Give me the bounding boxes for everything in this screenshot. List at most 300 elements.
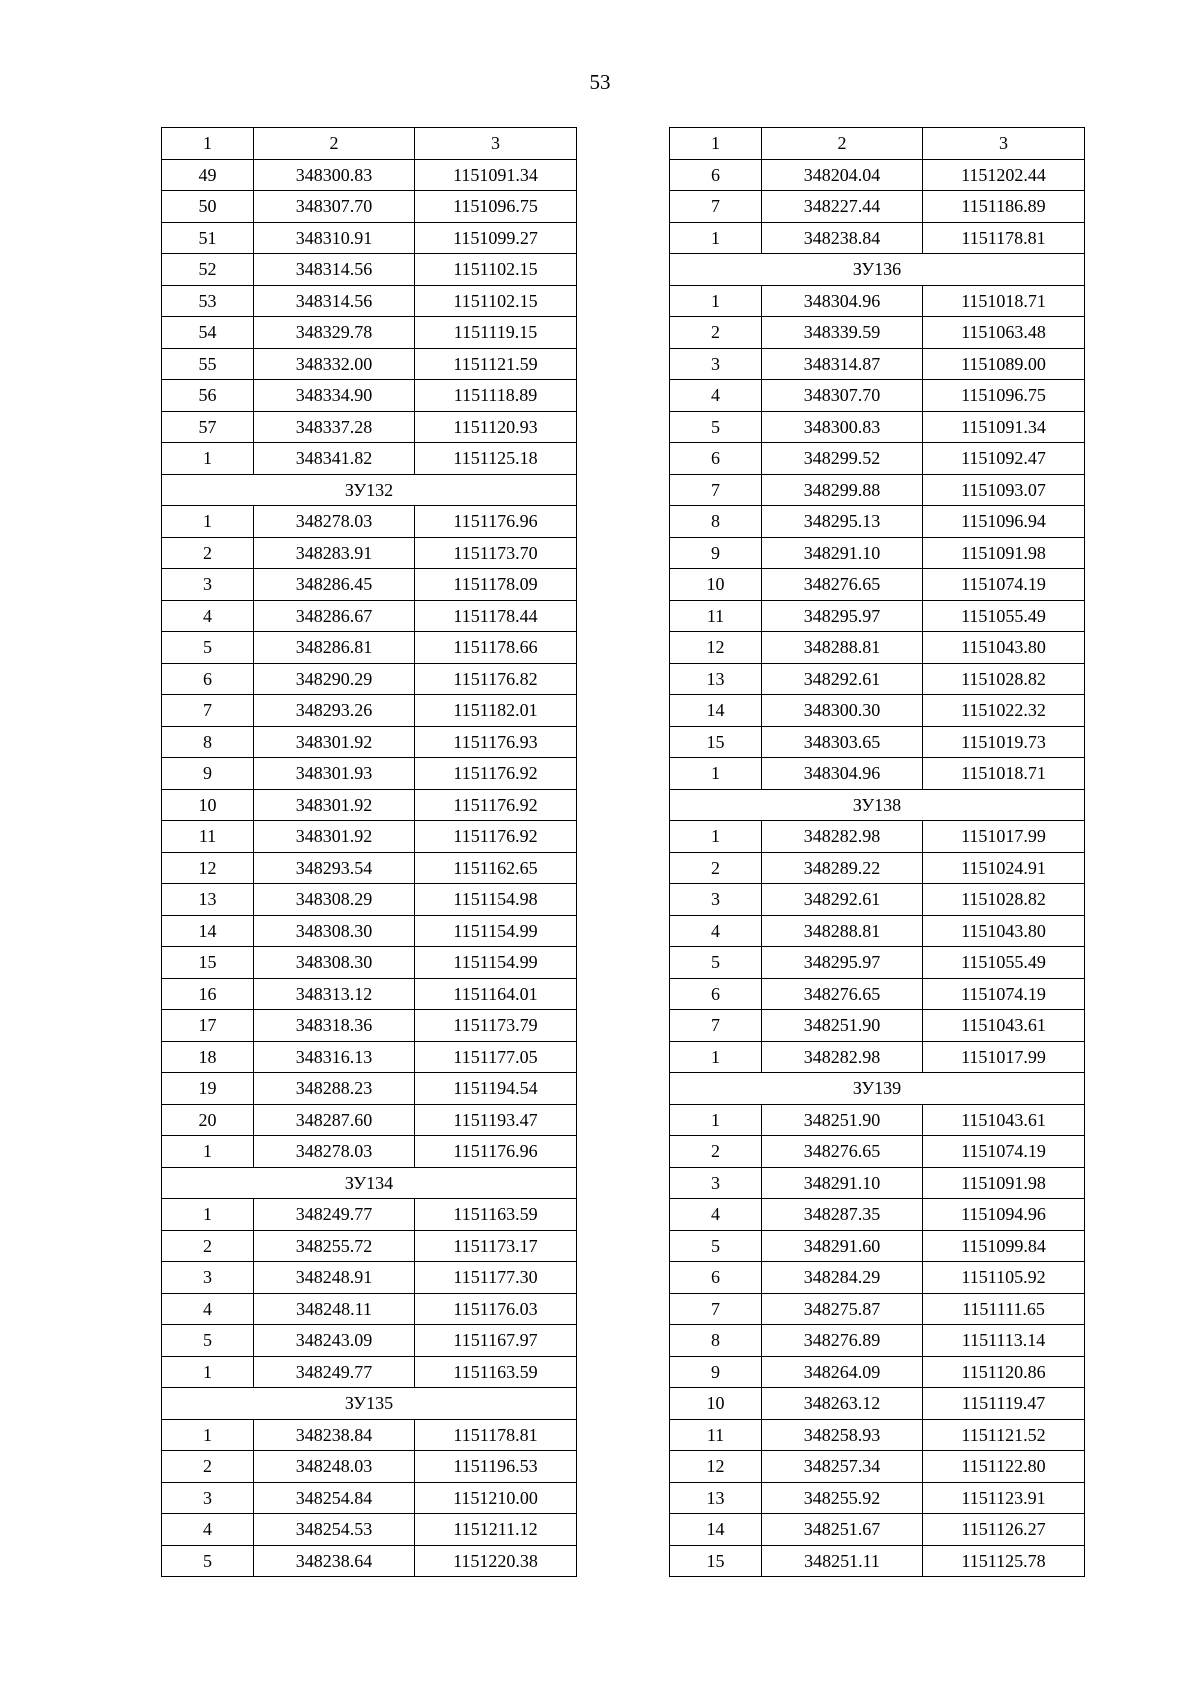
y-coordinate-cell: 1151182.01 xyxy=(415,695,577,727)
table-row xyxy=(162,1199,577,1231)
x-coordinate-cell: 348341.82 xyxy=(254,443,415,475)
table-row xyxy=(162,1010,577,1042)
point-number-cell: 4 xyxy=(162,1514,254,1546)
point-number-cell: 4 xyxy=(162,1293,254,1325)
table-row xyxy=(162,758,577,790)
table-row xyxy=(670,821,1085,853)
x-coordinate-cell: 348276.65 xyxy=(762,569,923,601)
point-number-cell: 10 xyxy=(162,789,254,821)
y-coordinate-cell: 1151178.44 xyxy=(415,600,577,632)
table-row xyxy=(162,915,577,947)
table-row xyxy=(162,947,577,979)
y-coordinate-cell: 1151089.00 xyxy=(923,348,1085,380)
y-coordinate-cell: 1151119.47 xyxy=(923,1388,1085,1420)
y-coordinate-cell: 1151017.99 xyxy=(923,821,1085,853)
y-coordinate-cell: 1151162.65 xyxy=(415,852,577,884)
y-coordinate-cell: 1151094.96 xyxy=(923,1199,1085,1231)
y-coordinate-cell: 1151154.99 xyxy=(415,915,577,947)
point-number-cell: 6 xyxy=(670,159,762,191)
point-number-cell: 10 xyxy=(670,569,762,601)
point-number-cell: 9 xyxy=(162,758,254,790)
y-coordinate-cell: 1151119.15 xyxy=(415,317,577,349)
point-number-cell: 11 xyxy=(670,600,762,632)
table-row xyxy=(162,1451,577,1483)
y-coordinate-cell: 1151091.98 xyxy=(923,537,1085,569)
y-coordinate-cell: 1151220.38 xyxy=(415,1545,577,1577)
column-header: 3 xyxy=(923,128,1085,160)
y-coordinate-cell: 1151055.49 xyxy=(923,947,1085,979)
section-row xyxy=(670,254,1085,286)
table-row xyxy=(670,1167,1085,1199)
table-row xyxy=(162,1230,577,1262)
point-number-cell: 12 xyxy=(670,1451,762,1483)
x-coordinate-cell: 348282.98 xyxy=(762,1041,923,1073)
point-number-cell: 1 xyxy=(670,1104,762,1136)
table-row xyxy=(670,380,1085,412)
y-coordinate-cell: 1151176.03 xyxy=(415,1293,577,1325)
table-row xyxy=(162,852,577,884)
table-row xyxy=(162,506,577,538)
point-number-cell: 1 xyxy=(670,758,762,790)
table-row xyxy=(670,1041,1085,1073)
point-number-cell: 13 xyxy=(670,1482,762,1514)
table-row xyxy=(670,222,1085,254)
y-coordinate-cell: 1151093.07 xyxy=(923,474,1085,506)
point-number-cell: 16 xyxy=(162,978,254,1010)
table-row xyxy=(162,569,577,601)
y-coordinate-cell: 1151167.97 xyxy=(415,1325,577,1357)
table-row xyxy=(670,506,1085,538)
table-row xyxy=(670,1136,1085,1168)
table-row xyxy=(162,1545,577,1577)
y-coordinate-cell: 1151018.71 xyxy=(923,758,1085,790)
y-coordinate-cell: 1151024.91 xyxy=(923,852,1085,884)
section-title: ЗУ135 xyxy=(162,1388,577,1420)
point-number-cell: 3 xyxy=(162,1262,254,1294)
table-row xyxy=(670,978,1085,1010)
x-coordinate-cell: 348254.53 xyxy=(254,1514,415,1546)
x-coordinate-cell: 348287.35 xyxy=(762,1199,923,1231)
point-number-cell: 55 xyxy=(162,348,254,380)
table-row xyxy=(162,978,577,1010)
point-number-cell: 2 xyxy=(670,317,762,349)
point-number-cell: 5 xyxy=(162,1545,254,1577)
y-coordinate-cell: 1151092.47 xyxy=(923,443,1085,475)
y-coordinate-cell: 1151091.34 xyxy=(415,159,577,191)
y-coordinate-cell: 1151177.05 xyxy=(415,1041,577,1073)
y-coordinate-cell: 1151178.66 xyxy=(415,632,577,664)
table-row xyxy=(670,1451,1085,1483)
x-coordinate-cell: 348238.84 xyxy=(254,1419,415,1451)
point-number-cell: 4 xyxy=(162,600,254,632)
y-coordinate-cell: 1151125.78 xyxy=(923,1545,1085,1577)
y-coordinate-cell: 1151113.14 xyxy=(923,1325,1085,1357)
x-coordinate-cell: 348276.89 xyxy=(762,1325,923,1357)
x-coordinate-cell: 348314.87 xyxy=(762,348,923,380)
x-coordinate-cell: 348287.60 xyxy=(254,1104,415,1136)
y-coordinate-cell: 1151123.91 xyxy=(923,1482,1085,1514)
table-row xyxy=(670,1293,1085,1325)
x-coordinate-cell: 348301.93 xyxy=(254,758,415,790)
table-row xyxy=(162,159,577,191)
point-number-cell: 5 xyxy=(670,411,762,443)
y-coordinate-cell: 1151173.70 xyxy=(415,537,577,569)
point-number-cell: 13 xyxy=(670,663,762,695)
point-number-cell: 5 xyxy=(670,947,762,979)
y-coordinate-cell: 1151194.54 xyxy=(415,1073,577,1105)
y-coordinate-cell: 1151096.75 xyxy=(923,380,1085,412)
section-title: ЗУ138 xyxy=(670,789,1085,821)
y-coordinate-cell: 1151043.80 xyxy=(923,915,1085,947)
y-coordinate-cell: 1151096.75 xyxy=(415,191,577,223)
table-row xyxy=(162,1356,577,1388)
point-number-cell: 1 xyxy=(670,1041,762,1073)
x-coordinate-cell: 348308.30 xyxy=(254,915,415,947)
point-number-cell: 3 xyxy=(162,569,254,601)
x-coordinate-cell: 348316.13 xyxy=(254,1041,415,1073)
section-row xyxy=(670,789,1085,821)
point-number-cell: 2 xyxy=(162,1230,254,1262)
x-coordinate-cell: 348276.65 xyxy=(762,1136,923,1168)
point-number-cell: 1 xyxy=(162,506,254,538)
x-coordinate-cell: 348301.92 xyxy=(254,726,415,758)
x-coordinate-cell: 348300.83 xyxy=(254,159,415,191)
table-row xyxy=(670,1419,1085,1451)
point-number-cell: 1 xyxy=(162,1356,254,1388)
y-coordinate-cell: 1151196.53 xyxy=(415,1451,577,1483)
table-row xyxy=(162,411,577,443)
y-coordinate-cell: 1151202.44 xyxy=(923,159,1085,191)
y-coordinate-cell: 1151186.89 xyxy=(923,191,1085,223)
point-number-cell: 1 xyxy=(162,1136,254,1168)
y-coordinate-cell: 1151176.92 xyxy=(415,758,577,790)
table-row xyxy=(162,821,577,853)
table-row xyxy=(162,380,577,412)
y-coordinate-cell: 1151178.09 xyxy=(415,569,577,601)
x-coordinate-cell: 348289.22 xyxy=(762,852,923,884)
x-coordinate-cell: 348292.61 xyxy=(762,663,923,695)
section-row xyxy=(162,1167,577,1199)
table-row xyxy=(670,348,1085,380)
x-coordinate-cell: 348291.60 xyxy=(762,1230,923,1262)
x-coordinate-cell: 348251.11 xyxy=(762,1545,923,1577)
point-number-cell: 56 xyxy=(162,380,254,412)
table-row xyxy=(670,1010,1085,1042)
y-coordinate-cell: 1151163.59 xyxy=(415,1356,577,1388)
table-row xyxy=(162,1104,577,1136)
table-row xyxy=(670,1482,1085,1514)
section-title: ЗУ139 xyxy=(670,1073,1085,1105)
x-coordinate-cell: 348318.36 xyxy=(254,1010,415,1042)
point-number-cell: 6 xyxy=(670,443,762,475)
x-coordinate-cell: 348255.72 xyxy=(254,1230,415,1262)
point-number-cell: 3 xyxy=(670,1167,762,1199)
y-coordinate-cell: 1151154.99 xyxy=(415,947,577,979)
table-row xyxy=(670,1356,1085,1388)
y-coordinate-cell: 1151074.19 xyxy=(923,569,1085,601)
y-coordinate-cell: 1151105.92 xyxy=(923,1262,1085,1294)
x-coordinate-cell: 348288.23 xyxy=(254,1073,415,1105)
x-coordinate-cell: 348299.88 xyxy=(762,474,923,506)
y-coordinate-cell: 1151043.80 xyxy=(923,632,1085,664)
point-number-cell: 14 xyxy=(670,695,762,727)
point-number-cell: 20 xyxy=(162,1104,254,1136)
table-row xyxy=(162,317,577,349)
point-number-cell: 14 xyxy=(670,1514,762,1546)
point-number-cell: 11 xyxy=(162,821,254,853)
point-number-cell: 12 xyxy=(162,852,254,884)
x-coordinate-cell: 348278.03 xyxy=(254,1136,415,1168)
x-coordinate-cell: 348300.83 xyxy=(762,411,923,443)
section-title: ЗУ136 xyxy=(670,254,1085,286)
table-row xyxy=(670,443,1085,475)
table-row xyxy=(670,474,1085,506)
table-row xyxy=(162,1136,577,1168)
table-row xyxy=(162,348,577,380)
y-coordinate-cell: 1151096.94 xyxy=(923,506,1085,538)
point-number-cell: 8 xyxy=(670,506,762,538)
x-coordinate-cell: 348310.91 xyxy=(254,222,415,254)
point-number-cell: 7 xyxy=(670,191,762,223)
point-number-cell: 54 xyxy=(162,317,254,349)
x-coordinate-cell: 348276.65 xyxy=(762,978,923,1010)
section-row xyxy=(670,1073,1085,1105)
x-coordinate-cell: 348307.70 xyxy=(254,191,415,223)
y-coordinate-cell: 1151102.15 xyxy=(415,285,577,317)
x-coordinate-cell: 348295.97 xyxy=(762,600,923,632)
point-number-cell: 51 xyxy=(162,222,254,254)
x-coordinate-cell: 348288.81 xyxy=(762,915,923,947)
point-number-cell: 49 xyxy=(162,159,254,191)
table-row xyxy=(670,317,1085,349)
y-coordinate-cell: 1151176.93 xyxy=(415,726,577,758)
y-coordinate-cell: 1151043.61 xyxy=(923,1010,1085,1042)
y-coordinate-cell: 1151122.80 xyxy=(923,1451,1085,1483)
point-number-cell: 4 xyxy=(670,380,762,412)
table-row xyxy=(670,1199,1085,1231)
table-row xyxy=(162,695,577,727)
x-coordinate-cell: 348293.26 xyxy=(254,695,415,727)
x-coordinate-cell: 348295.13 xyxy=(762,506,923,538)
column-header: 2 xyxy=(762,128,923,160)
table-row xyxy=(162,191,577,223)
x-coordinate-cell: 348284.29 xyxy=(762,1262,923,1294)
x-coordinate-cell: 348275.87 xyxy=(762,1293,923,1325)
x-coordinate-cell: 348257.34 xyxy=(762,1451,923,1483)
table-row xyxy=(162,1514,577,1546)
y-coordinate-cell: 1151028.82 xyxy=(923,663,1085,695)
y-coordinate-cell: 1151176.82 xyxy=(415,663,577,695)
x-coordinate-cell: 348278.03 xyxy=(254,506,415,538)
x-coordinate-cell: 348204.04 xyxy=(762,159,923,191)
x-coordinate-cell: 348290.29 xyxy=(254,663,415,695)
table-row xyxy=(162,1293,577,1325)
table-row xyxy=(670,1104,1085,1136)
point-number-cell: 2 xyxy=(670,852,762,884)
x-coordinate-cell: 348304.96 xyxy=(762,285,923,317)
x-coordinate-cell: 348295.97 xyxy=(762,947,923,979)
table-row xyxy=(162,443,577,475)
x-coordinate-cell: 348301.92 xyxy=(254,821,415,853)
x-coordinate-cell: 348283.91 xyxy=(254,537,415,569)
point-number-cell: 7 xyxy=(162,695,254,727)
section-title: ЗУ134 xyxy=(162,1167,577,1199)
y-coordinate-cell: 1151176.96 xyxy=(415,506,577,538)
table-row xyxy=(670,1262,1085,1294)
table-row xyxy=(162,537,577,569)
y-coordinate-cell: 1151178.81 xyxy=(415,1419,577,1451)
point-number-cell: 11 xyxy=(670,1419,762,1451)
table-row xyxy=(670,285,1085,317)
y-coordinate-cell: 1151120.93 xyxy=(415,411,577,443)
x-coordinate-cell: 348314.56 xyxy=(254,285,415,317)
point-number-cell: 7 xyxy=(670,1010,762,1042)
y-coordinate-cell: 1151055.49 xyxy=(923,600,1085,632)
y-coordinate-cell: 1151178.81 xyxy=(923,222,1085,254)
point-number-cell: 53 xyxy=(162,285,254,317)
point-number-cell: 7 xyxy=(670,474,762,506)
point-number-cell: 2 xyxy=(670,1136,762,1168)
x-coordinate-cell: 348248.91 xyxy=(254,1262,415,1294)
x-coordinate-cell: 348282.98 xyxy=(762,821,923,853)
point-number-cell: 15 xyxy=(670,1545,762,1577)
x-coordinate-cell: 348308.29 xyxy=(254,884,415,916)
y-coordinate-cell: 1151099.84 xyxy=(923,1230,1085,1262)
y-coordinate-cell: 1151019.73 xyxy=(923,726,1085,758)
table-header-row xyxy=(162,128,577,160)
x-coordinate-cell: 348251.90 xyxy=(762,1104,923,1136)
y-coordinate-cell: 1151121.52 xyxy=(923,1419,1085,1451)
y-coordinate-cell: 1151118.89 xyxy=(415,380,577,412)
table-row xyxy=(162,884,577,916)
y-coordinate-cell: 1151017.99 xyxy=(923,1041,1085,1073)
point-number-cell: 5 xyxy=(670,1230,762,1262)
point-number-cell: 2 xyxy=(162,537,254,569)
y-coordinate-cell: 1151074.19 xyxy=(923,1136,1085,1168)
x-coordinate-cell: 348303.65 xyxy=(762,726,923,758)
x-coordinate-cell: 348291.10 xyxy=(762,537,923,569)
table-row xyxy=(670,411,1085,443)
coordinates-table-left xyxy=(161,127,577,1577)
table-row xyxy=(162,789,577,821)
point-number-cell: 1 xyxy=(162,443,254,475)
y-coordinate-cell: 1151193.47 xyxy=(415,1104,577,1136)
y-coordinate-cell: 1151176.92 xyxy=(415,789,577,821)
table-row xyxy=(670,191,1085,223)
y-coordinate-cell: 1151018.71 xyxy=(923,285,1085,317)
x-coordinate-cell: 348314.56 xyxy=(254,254,415,286)
table-row xyxy=(162,254,577,286)
x-coordinate-cell: 348251.67 xyxy=(762,1514,923,1546)
x-coordinate-cell: 348286.45 xyxy=(254,569,415,601)
y-coordinate-cell: 1151164.01 xyxy=(415,978,577,1010)
table-row xyxy=(670,884,1085,916)
x-coordinate-cell: 348248.03 xyxy=(254,1451,415,1483)
x-coordinate-cell: 348292.61 xyxy=(762,884,923,916)
point-number-cell: 19 xyxy=(162,1073,254,1105)
y-coordinate-cell: 1151173.79 xyxy=(415,1010,577,1042)
x-coordinate-cell: 348263.12 xyxy=(762,1388,923,1420)
x-coordinate-cell: 348293.54 xyxy=(254,852,415,884)
point-number-cell: 18 xyxy=(162,1041,254,1073)
x-coordinate-cell: 348249.77 xyxy=(254,1356,415,1388)
x-coordinate-cell: 348329.78 xyxy=(254,317,415,349)
point-number-cell: 1 xyxy=(162,1199,254,1231)
y-coordinate-cell: 1151074.19 xyxy=(923,978,1085,1010)
point-number-cell: 3 xyxy=(162,1482,254,1514)
table-row xyxy=(670,947,1085,979)
point-number-cell: 10 xyxy=(670,1388,762,1420)
table-row xyxy=(670,695,1085,727)
y-coordinate-cell: 1151163.59 xyxy=(415,1199,577,1231)
table-row xyxy=(162,1482,577,1514)
table-row xyxy=(162,1325,577,1357)
point-number-cell: 1 xyxy=(670,821,762,853)
x-coordinate-cell: 348286.67 xyxy=(254,600,415,632)
x-coordinate-cell: 348254.84 xyxy=(254,1482,415,1514)
section-row xyxy=(162,474,577,506)
y-coordinate-cell: 1151102.15 xyxy=(415,254,577,286)
y-coordinate-cell: 1151099.27 xyxy=(415,222,577,254)
point-number-cell: 15 xyxy=(670,726,762,758)
table-row xyxy=(670,758,1085,790)
y-coordinate-cell: 1151173.17 xyxy=(415,1230,577,1262)
point-number-cell: 50 xyxy=(162,191,254,223)
table-row xyxy=(162,632,577,664)
table-row xyxy=(162,1073,577,1105)
x-coordinate-cell: 348258.93 xyxy=(762,1419,923,1451)
y-coordinate-cell: 1151028.82 xyxy=(923,884,1085,916)
point-number-cell: 12 xyxy=(670,632,762,664)
x-coordinate-cell: 348300.30 xyxy=(762,695,923,727)
y-coordinate-cell: 1151043.61 xyxy=(923,1104,1085,1136)
table-row xyxy=(670,537,1085,569)
point-number-cell: 13 xyxy=(162,884,254,916)
point-number-cell: 5 xyxy=(162,632,254,664)
x-coordinate-cell: 348227.44 xyxy=(762,191,923,223)
point-number-cell: 4 xyxy=(670,915,762,947)
coordinates-table-right xyxy=(669,127,1085,1577)
point-number-cell: 8 xyxy=(162,726,254,758)
column-header: 2 xyxy=(254,128,415,160)
column-header: 3 xyxy=(415,128,577,160)
x-coordinate-cell: 348291.10 xyxy=(762,1167,923,1199)
x-coordinate-cell: 348264.09 xyxy=(762,1356,923,1388)
x-coordinate-cell: 348334.90 xyxy=(254,380,415,412)
y-coordinate-cell: 1151126.27 xyxy=(923,1514,1085,1546)
table-row xyxy=(162,222,577,254)
point-number-cell: 14 xyxy=(162,915,254,947)
x-coordinate-cell: 348337.28 xyxy=(254,411,415,443)
y-coordinate-cell: 1151176.96 xyxy=(415,1136,577,1168)
y-coordinate-cell: 1151210.00 xyxy=(415,1482,577,1514)
point-number-cell: 4 xyxy=(670,1199,762,1231)
table-row xyxy=(162,1262,577,1294)
y-coordinate-cell: 1151211.12 xyxy=(415,1514,577,1546)
point-number-cell: 57 xyxy=(162,411,254,443)
point-number-cell: 1 xyxy=(162,1419,254,1451)
table-row xyxy=(670,632,1085,664)
table-row xyxy=(670,1545,1085,1577)
point-number-cell: 5 xyxy=(162,1325,254,1357)
point-number-cell: 1 xyxy=(670,285,762,317)
y-coordinate-cell: 1151063.48 xyxy=(923,317,1085,349)
table-row xyxy=(670,1230,1085,1262)
table-row xyxy=(670,852,1085,884)
point-number-cell: 8 xyxy=(670,1325,762,1357)
x-coordinate-cell: 348243.09 xyxy=(254,1325,415,1357)
section-row xyxy=(162,1388,577,1420)
